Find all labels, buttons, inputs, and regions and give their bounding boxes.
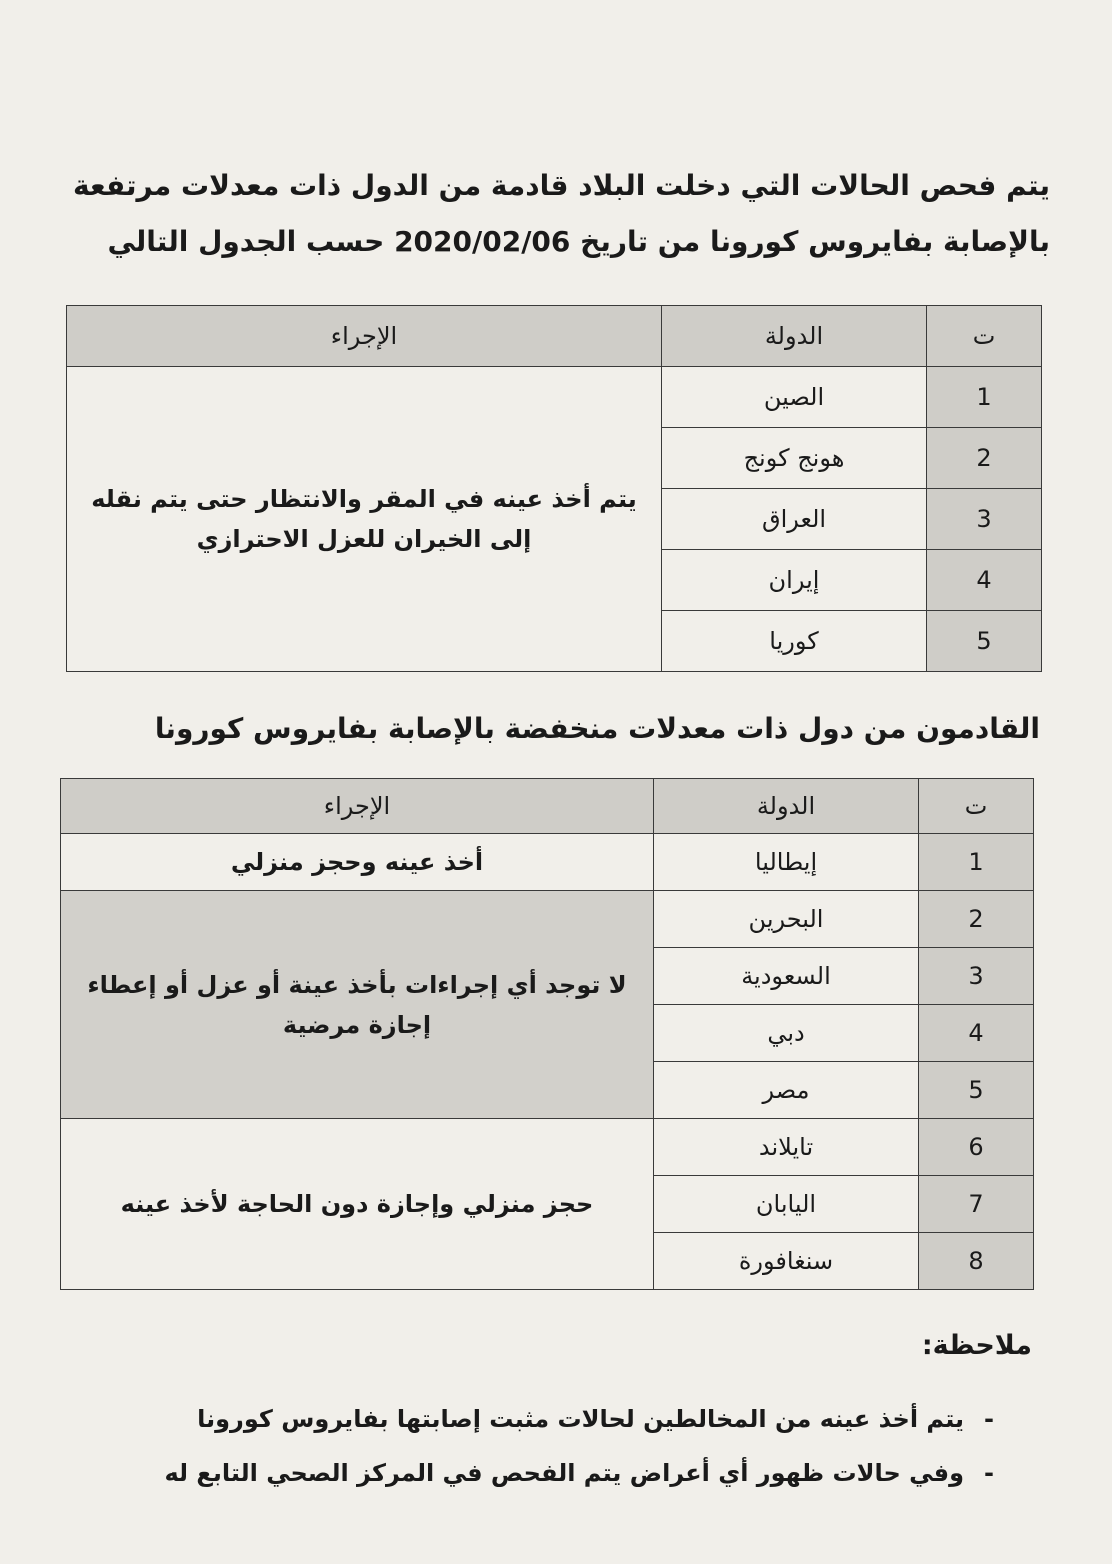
header-action: الإجراء xyxy=(67,306,662,367)
row-num: 1 xyxy=(919,834,1034,891)
note-title: ملاحظة: xyxy=(921,1330,1032,1361)
row-num: 3 xyxy=(927,489,1042,550)
row-num: 5 xyxy=(927,611,1042,672)
action-text: أخذ عينه وحجز منزلي xyxy=(230,848,484,876)
intro-line-2: بالإصابة بفايروس كورونا من تاريخ 2020/02/06 حسب الجدول التالي xyxy=(107,225,1050,258)
note-text: وفي حالات ظهور أي أعراض يتم الفحص في المركز الصحي التابع له xyxy=(164,1459,965,1487)
row-country: دبي xyxy=(654,1005,919,1062)
row-num: 4 xyxy=(927,550,1042,611)
row-num: 3 xyxy=(919,948,1034,1005)
row-country: إيطاليا xyxy=(654,834,919,891)
row-country: كوريا xyxy=(662,611,927,672)
row-country: سنغافورة xyxy=(654,1233,919,1290)
row-country: السعودية xyxy=(654,948,919,1005)
high-rate-countries-table xyxy=(66,305,1042,672)
action-text: حجز منزلي وإجازة دون الحاجة لأخذ عينه xyxy=(120,1190,594,1218)
row-country: العراق xyxy=(662,489,927,550)
action-cell xyxy=(61,834,654,891)
row-country: اليابان xyxy=(654,1176,919,1233)
action-cell xyxy=(61,1119,654,1290)
intro-line-1: يتم فحص الحالات التي دخلت البلاد قادمة من الدول ذات معدلات مرتفعة xyxy=(73,169,1050,202)
action-text: لا توجد أي إجراءات بأخذ عينة أو عزل أو إعطاء إجازة مرضية xyxy=(87,970,627,1039)
table-header-row xyxy=(67,306,1042,367)
table-row xyxy=(61,834,1034,891)
notes-list xyxy=(165,1392,995,1500)
section-subtitle: القادمون من دول ذات معدلات منخفضة بالإصابة بفايروس كورونا xyxy=(154,712,1040,745)
table-row xyxy=(61,1119,1034,1176)
list-item xyxy=(165,1446,995,1500)
row-num: 7 xyxy=(919,1176,1034,1233)
row-country: مصر xyxy=(654,1062,919,1119)
action-cell xyxy=(67,367,662,672)
row-num: 2 xyxy=(927,428,1042,489)
row-num: 1 xyxy=(927,367,1042,428)
table-header-row xyxy=(61,779,1034,834)
action-cell xyxy=(61,891,654,1119)
table-row xyxy=(61,891,1034,948)
row-country: تايلاند xyxy=(654,1119,919,1176)
row-num: 6 xyxy=(919,1119,1034,1176)
row-num: 5 xyxy=(919,1062,1034,1119)
low-rate-countries-table xyxy=(60,778,1034,1290)
bullet-dash: - xyxy=(984,1405,994,1433)
row-country: الصين xyxy=(662,367,927,428)
row-country: البحرين xyxy=(654,891,919,948)
bullet-dash: - xyxy=(984,1459,994,1487)
intro-paragraph xyxy=(73,158,1050,270)
row-country: إيران xyxy=(662,550,927,611)
table-row xyxy=(67,367,1042,428)
row-num: 4 xyxy=(919,1005,1034,1062)
list-item xyxy=(165,1392,995,1446)
action-text: يتم أخذ عينه في المقر والانتظار حتى يتم نقله إلى الخيران للعزل الاحترازي xyxy=(91,485,637,553)
header-action: الإجراء xyxy=(61,779,654,834)
note-text: يتم أخذ عينه من المخالطين لحالات مثبت إصابتها بفايروس كورونا xyxy=(197,1405,965,1433)
header-num: ت xyxy=(927,306,1042,367)
row-num: 8 xyxy=(919,1233,1034,1290)
row-num: 2 xyxy=(919,891,1034,948)
header-country: الدولة xyxy=(662,306,927,367)
row-country: هونج كونج xyxy=(662,428,927,489)
header-country: الدولة xyxy=(654,779,919,834)
header-num: ت xyxy=(919,779,1034,834)
